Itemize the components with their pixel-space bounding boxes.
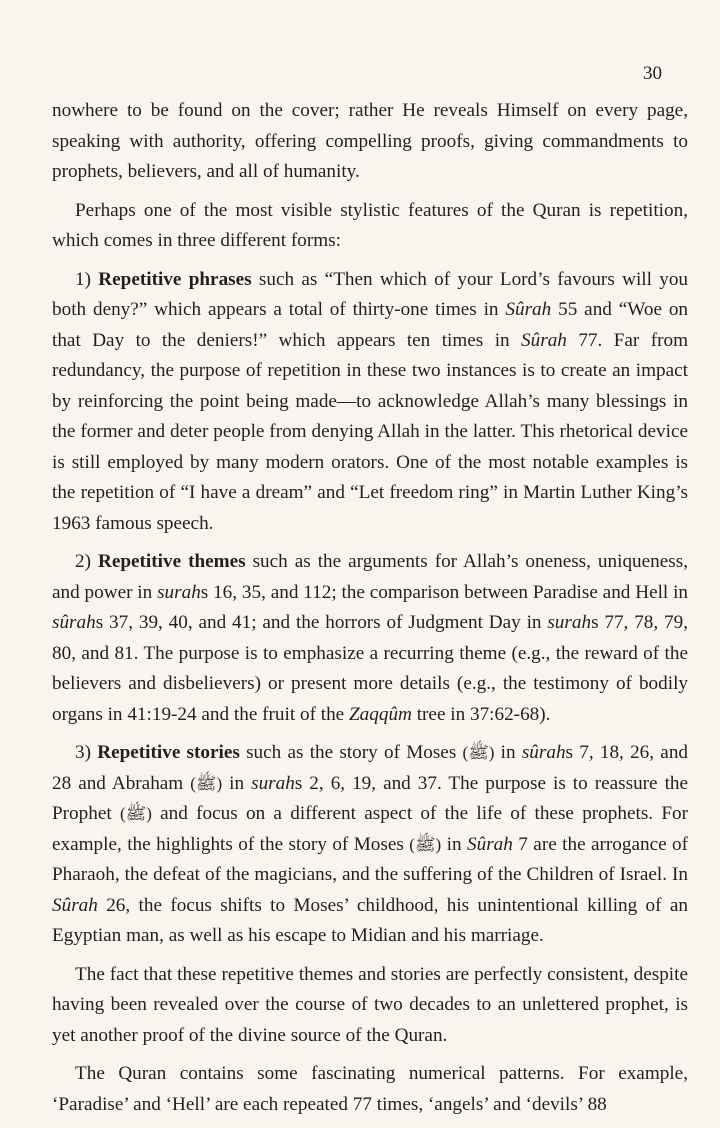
text-run: 77. Far from redundancy, the purpose of repetition in these two instances is to create an impact by reinforcing the point being made—to acknowledge Allah’s many blessings in the former and deter people from denying Allah in the latter. This rhetorical device is still employed by many modern orators. One of the most notable examples is the repetition of “I have a dream” and “Let freedom ring” in Martin Luther King’s 1963 famous speech. [52, 329, 689, 534]
surah-term: Sûrah [467, 833, 513, 855]
zaqqum-term: Zaqqûm [349, 703, 412, 725]
paragraph-repetitive-stories [52, 738, 688, 952]
text-run: in [446, 833, 462, 855]
pbuh-glyph: (ﷺ) [119, 804, 152, 823]
text-run: 55 and “Woe on that Day to the deniers!” which appears ten times in [52, 299, 689, 351]
list-number: 2) [75, 551, 91, 572]
text-run: in [500, 742, 516, 763]
surah-term: sûrah [52, 612, 96, 633]
term-heading: Repetitive themes [97, 551, 246, 572]
surah-term: Sûrah [505, 299, 552, 320]
text-run: such as the story of Moses [246, 742, 457, 763]
paragraph-repetitive-themes [52, 547, 688, 730]
paragraph-repetitive-phrases [52, 265, 688, 540]
surah-term: surah [157, 581, 201, 603]
pbuh-glyph: (ﷺ) [462, 743, 495, 762]
surah-term: surah [547, 612, 592, 633]
text-run: s 7, 18, 26, and 28 and Abraham [52, 742, 689, 794]
text-run: and focus on a different aspect of the life of these prophets. For example, the highlights of the story of Moses [52, 803, 689, 855]
surah-term: Sûrah [521, 329, 567, 351]
text-run: s 77, 78, 79, 80, and 81. The purpose is to emphasize a recurring theme (e.g., the reward of the believers and disbelievers) or present more details (e.g., the testimony of bodily organs in 41:19-24 and the fruit of the [52, 612, 689, 725]
page-number: 30 [643, 63, 662, 84]
text-run: tree in 37:62-68). [416, 703, 551, 725]
body-text [52, 96, 688, 1128]
surah-term: surah [251, 772, 295, 794]
text-run: such as the arguments for Allah’s oneness, uniqueness, and power in [52, 551, 688, 603]
text-run: 7 are the arrogance of Pharaoh, the defeat of the magicians, and the suffering of the Children of Israel. In [52, 833, 689, 885]
pbuh-glyph: (ﷺ) [190, 773, 223, 793]
text-run: s 2, 6, 19, and 37. The purpose is to reassure the Prophet [52, 772, 689, 824]
list-number: 1) [75, 268, 91, 290]
text-run: such as “Then which of your Lord’s favours will you both deny?” which appears a total of thirty-one times in [52, 268, 689, 320]
term-heading: Repetitive phrases [98, 268, 252, 290]
text-run: 26, the focus shifts to Moses’ childhood, his unintentional killing of an Egyptian man, as well as his escape to Midian and his marriage. [52, 894, 689, 946]
paragraph-numerical-patterns: The Quran contains some fascinating numerical patterns. For example, ‘Paradise’ and ‘Hell’ are each repeated 77 times, ‘angels’ and ‘devils’ 88 [52, 1063, 688, 1115]
surah-term: sûrah [521, 742, 566, 763]
pbuh-glyph: (ﷺ) [409, 834, 442, 854]
text-run: s 16, 35, and 112; the comparison between Paradise and Hell in [200, 581, 688, 603]
paragraph-consistency: The fact that these repetitive themes and stories are perfectly consistent, despite having been revealed over the course of two decades to an unlettered prophet, is yet another proof of the divine source of the Quran. [52, 963, 688, 1046]
term-heading: Repetitive stories [97, 742, 240, 763]
list-number: 3) [75, 742, 91, 763]
text-run: s 37, 39, 40, and 41; and the horrors of Judgment Day in [95, 612, 542, 633]
paragraph-intro: Perhaps one of the most visible stylistic features of the Quran is repetition, which comes in three different forms: [52, 199, 688, 251]
paragraph-continuation: nowhere to be found on the cover; rather He reveals Himself on every page, speaking with authority, offering compelling proofs, giving commandments to prophets, believers, and all of humanity. [52, 100, 688, 182]
surah-term: Sûrah [52, 894, 98, 916]
text-run: in [229, 772, 245, 794]
